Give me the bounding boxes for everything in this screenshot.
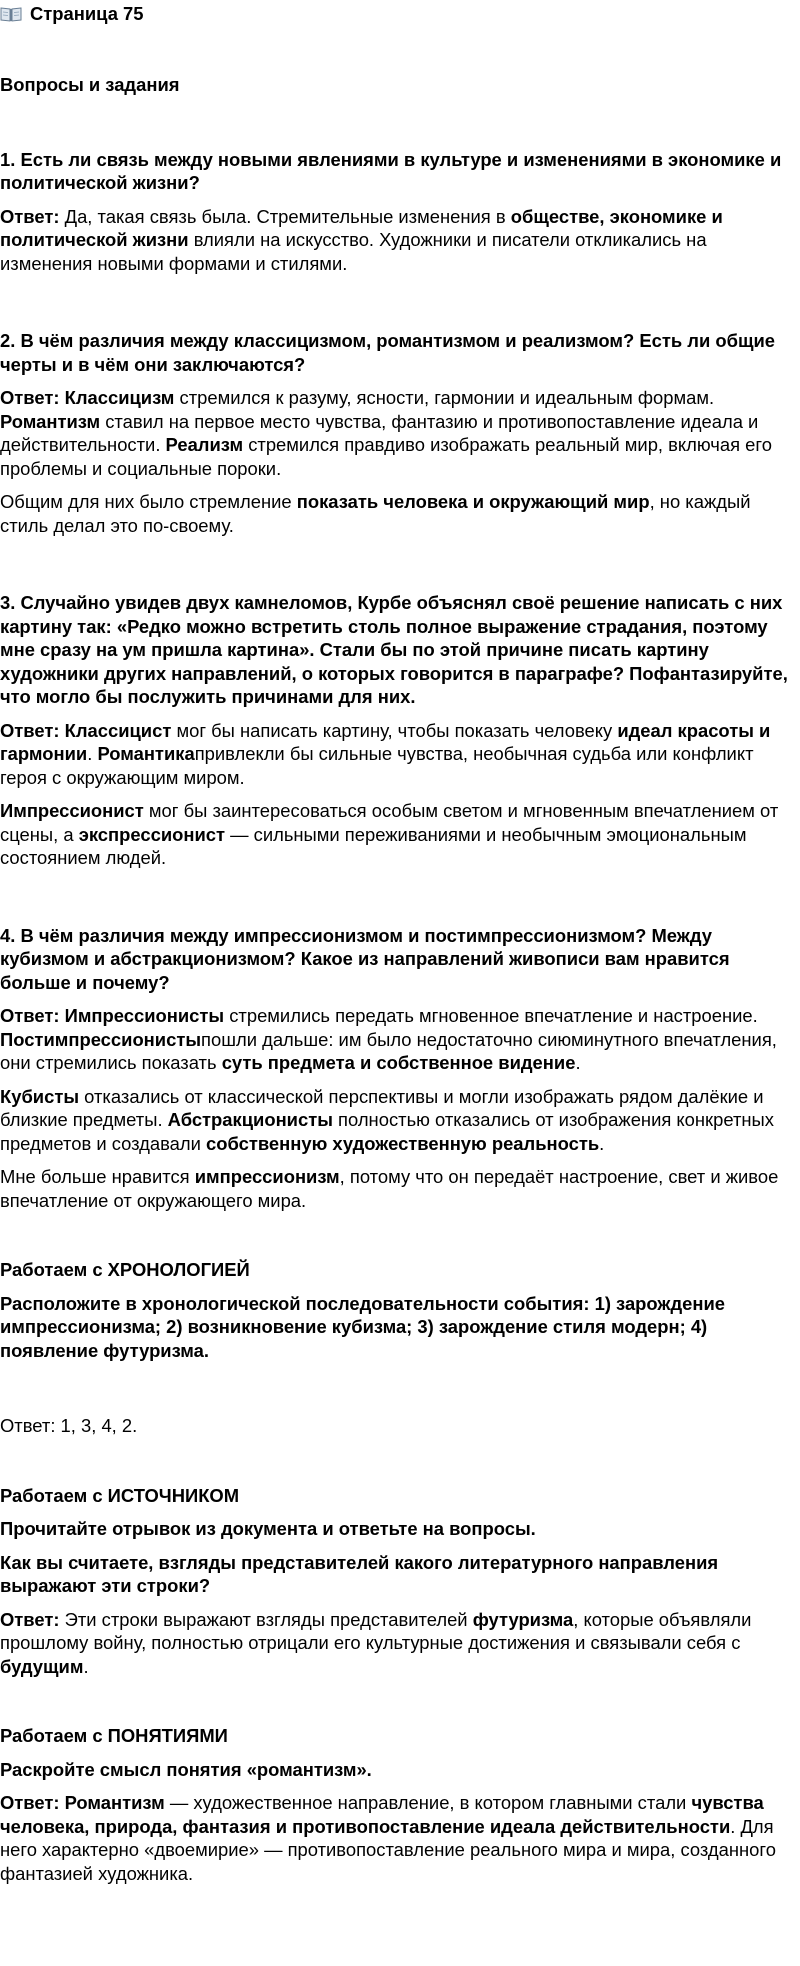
answer-highlight: собственную художественную реальность bbox=[206, 1132, 600, 1154]
answer-text: , которые объявляли прошлому войну, полностью отрицали его культурные достижения и связывали себя с bbox=[0, 1608, 752, 1653]
answer-text: , потому что он передаёт настроение, свет и живое впечатление от окружающего мира. bbox=[0, 1166, 779, 1211]
answer-label: Ответ: bbox=[0, 205, 60, 227]
answer-text: стремились передать мгновенное впечатление и настроение. bbox=[224, 1005, 758, 1026]
answer-label: Ответ: Классицист bbox=[0, 719, 172, 741]
answer-4-paragraph-2 bbox=[0, 1085, 800, 1156]
question-2: 2. В чём различия между классицизмом, романтизмом и реализмом? Есть ли общие черты и в чём они заключаются? bbox=[0, 330, 776, 375]
answer-highlight: Импрессионист bbox=[0, 800, 144, 821]
answer-4-paragraph-1 bbox=[0, 1004, 800, 1075]
page-title bbox=[0, 2, 800, 26]
concepts-heading: Работаем с ПОНЯТИЯМИ bbox=[0, 1725, 228, 1746]
answer-highlight: Романтизм bbox=[0, 410, 101, 432]
question-3: 3. Случайно увидев двух камнеломов, Курбе объяснял своё решение написать с них картину так: «Редко можно встретить столь полное выражение страдания, поэтому мне сразу на ум пришла картина». Стали бы по этой причине писать картину художники других направлений, о которых говорится в параграфе? Пофантазируйте, что могло бы послужить причинами для них. bbox=[0, 592, 788, 707]
answer-text: мог бы написать картину, чтобы показать человеку bbox=[171, 719, 618, 741]
answer-label: Ответ: Классицизм bbox=[0, 387, 175, 408]
answer-highlight: импрессионизм bbox=[194, 1166, 340, 1187]
chronology-answer: Ответ: 1, 3, 4, 2. bbox=[0, 1415, 138, 1436]
source-answer bbox=[0, 1608, 800, 1679]
answer-highlight: суть предмета и собственное видение bbox=[221, 1052, 576, 1073]
answer-text: . bbox=[83, 1655, 89, 1677]
source-task: Прочитайте отрывок из документа и ответьте на вопросы. bbox=[0, 1518, 536, 1539]
questions-heading: Вопросы и задания bbox=[0, 74, 180, 95]
answer-highlight: обществе, экономике и политической жизни bbox=[0, 205, 723, 250]
answer-highlight: показать человека и окружающий мир bbox=[296, 491, 650, 512]
answer-highlight: Постимпрессионисты bbox=[0, 1028, 202, 1050]
chronology-heading: Работаем с ХРОНОЛОГИЕЙ bbox=[0, 1259, 250, 1280]
answer-2-paragraph-1 bbox=[0, 386, 800, 480]
answer-text: . Для него характерно «двоемирие» — противопоставление реального мира и мира, созданного фантазией художника. bbox=[0, 1815, 776, 1884]
answer-text: Эти строки выражают взгляды представителей bbox=[59, 1608, 473, 1630]
page-title-text: Страница 75 bbox=[30, 3, 144, 24]
chronology-task: Расположите в хронологической последовательности события: 1) зарождение импрессионизма; 2) возникновение кубизма; 3) зарождение стиля модерн; 4) появление футуризма. bbox=[0, 1292, 725, 1361]
answer-text: полностью отказались от изображения конкретных предметов и создавали bbox=[0, 1109, 774, 1154]
answer-text: . bbox=[575, 1052, 581, 1073]
answer-text: стремился к разуму, ясности, гармонии и идеальным формам. bbox=[174, 387, 715, 408]
answer-text: ставил на первое место чувства, фантазию и противопоставление идеала и действительности. bbox=[0, 410, 759, 455]
answer-text: Общим для них было стремление bbox=[0, 491, 297, 512]
concepts-task: Раскройте смысл понятия «романтизм». bbox=[0, 1758, 372, 1780]
answer-3-paragraph-2 bbox=[0, 799, 800, 870]
question-1: 1. Есть ли связь между новыми явлениями в культуре и изменениями в экономике и политической жизни? bbox=[0, 148, 782, 193]
answer-text: . bbox=[87, 743, 98, 764]
answer-label: Ответ: Романтизм bbox=[0, 1792, 165, 1813]
answer-text: привлекли бы сильные чувства, необычная судьба или конфликт героя с окружающим миром. bbox=[0, 743, 754, 788]
answer-text: — художественное направление, в котором главными стали bbox=[164, 1792, 692, 1813]
answer-text: — сильными переживаниями и необычным эмоциональным состоянием людей. bbox=[0, 823, 747, 868]
answer-2-paragraph-2 bbox=[0, 490, 800, 537]
answer-4-paragraph-3 bbox=[0, 1165, 800, 1212]
answer-text: пошли дальше: им было недостаточно сиюминутного впечатления, они стремились показать bbox=[0, 1028, 777, 1073]
answer-text: мог бы заинтересоваться особым светом и мгновенным впечатлением от сцены, а bbox=[0, 800, 779, 845]
source-heading: Работаем с ИСТОЧНИКОМ bbox=[0, 1484, 240, 1506]
answer-highlight: чувства человека, природа, фантазия и противопоставление идеала действительности bbox=[0, 1792, 764, 1837]
answer-label: Ответ: Импрессионисты bbox=[0, 1005, 225, 1026]
answer-text: влияли на искусство. Художники и писатели откликались на изменения новыми формами и стилями. bbox=[0, 229, 707, 274]
answer-text: Мне больше нравится bbox=[0, 1166, 195, 1187]
answer-label: Ответ: bbox=[0, 1608, 60, 1630]
answer-highlight: Кубисты bbox=[0, 1085, 80, 1107]
answer-highlight: Реализм bbox=[165, 434, 244, 455]
answer-highlight: Абстракционисты bbox=[167, 1109, 333, 1130]
answer-text: отказались от классической перспективы и могли изображать рядом далёкие и близкие предметы. bbox=[0, 1085, 764, 1130]
answer-highlight: будущим bbox=[0, 1655, 84, 1677]
answer-1 bbox=[0, 205, 800, 276]
open-book-icon bbox=[0, 6, 22, 22]
answer-highlight: футуризма bbox=[472, 1608, 574, 1630]
answer-text: . bbox=[599, 1132, 605, 1154]
question-4: 4. В чём различия между импрессионизмом и постимпрессионизмом? Между кубизмом и абстракционизмом? Какое из направлений живописи вам нравится больше и почему? bbox=[0, 924, 730, 993]
answer-text: Да, такая связь была. Стремительные изменения в bbox=[59, 205, 511, 227]
concepts-answer bbox=[0, 1791, 800, 1885]
answer-highlight: идеал красоты и гармонии bbox=[0, 719, 771, 764]
answer-highlight: экспрессионист bbox=[78, 823, 226, 845]
source-question: Как вы считаете, взгляды представителей какого литературного направления выражают эти строки? bbox=[0, 1551, 719, 1596]
answer-text: стремился правдиво изображать реальный мир, включая его проблемы и социальные пороки. bbox=[0, 434, 772, 479]
answer-3-paragraph-1 bbox=[0, 719, 800, 790]
answer-highlight: Романтика bbox=[97, 743, 195, 764]
answer-text: , но каждый стиль делал это по-своему. bbox=[0, 491, 751, 536]
